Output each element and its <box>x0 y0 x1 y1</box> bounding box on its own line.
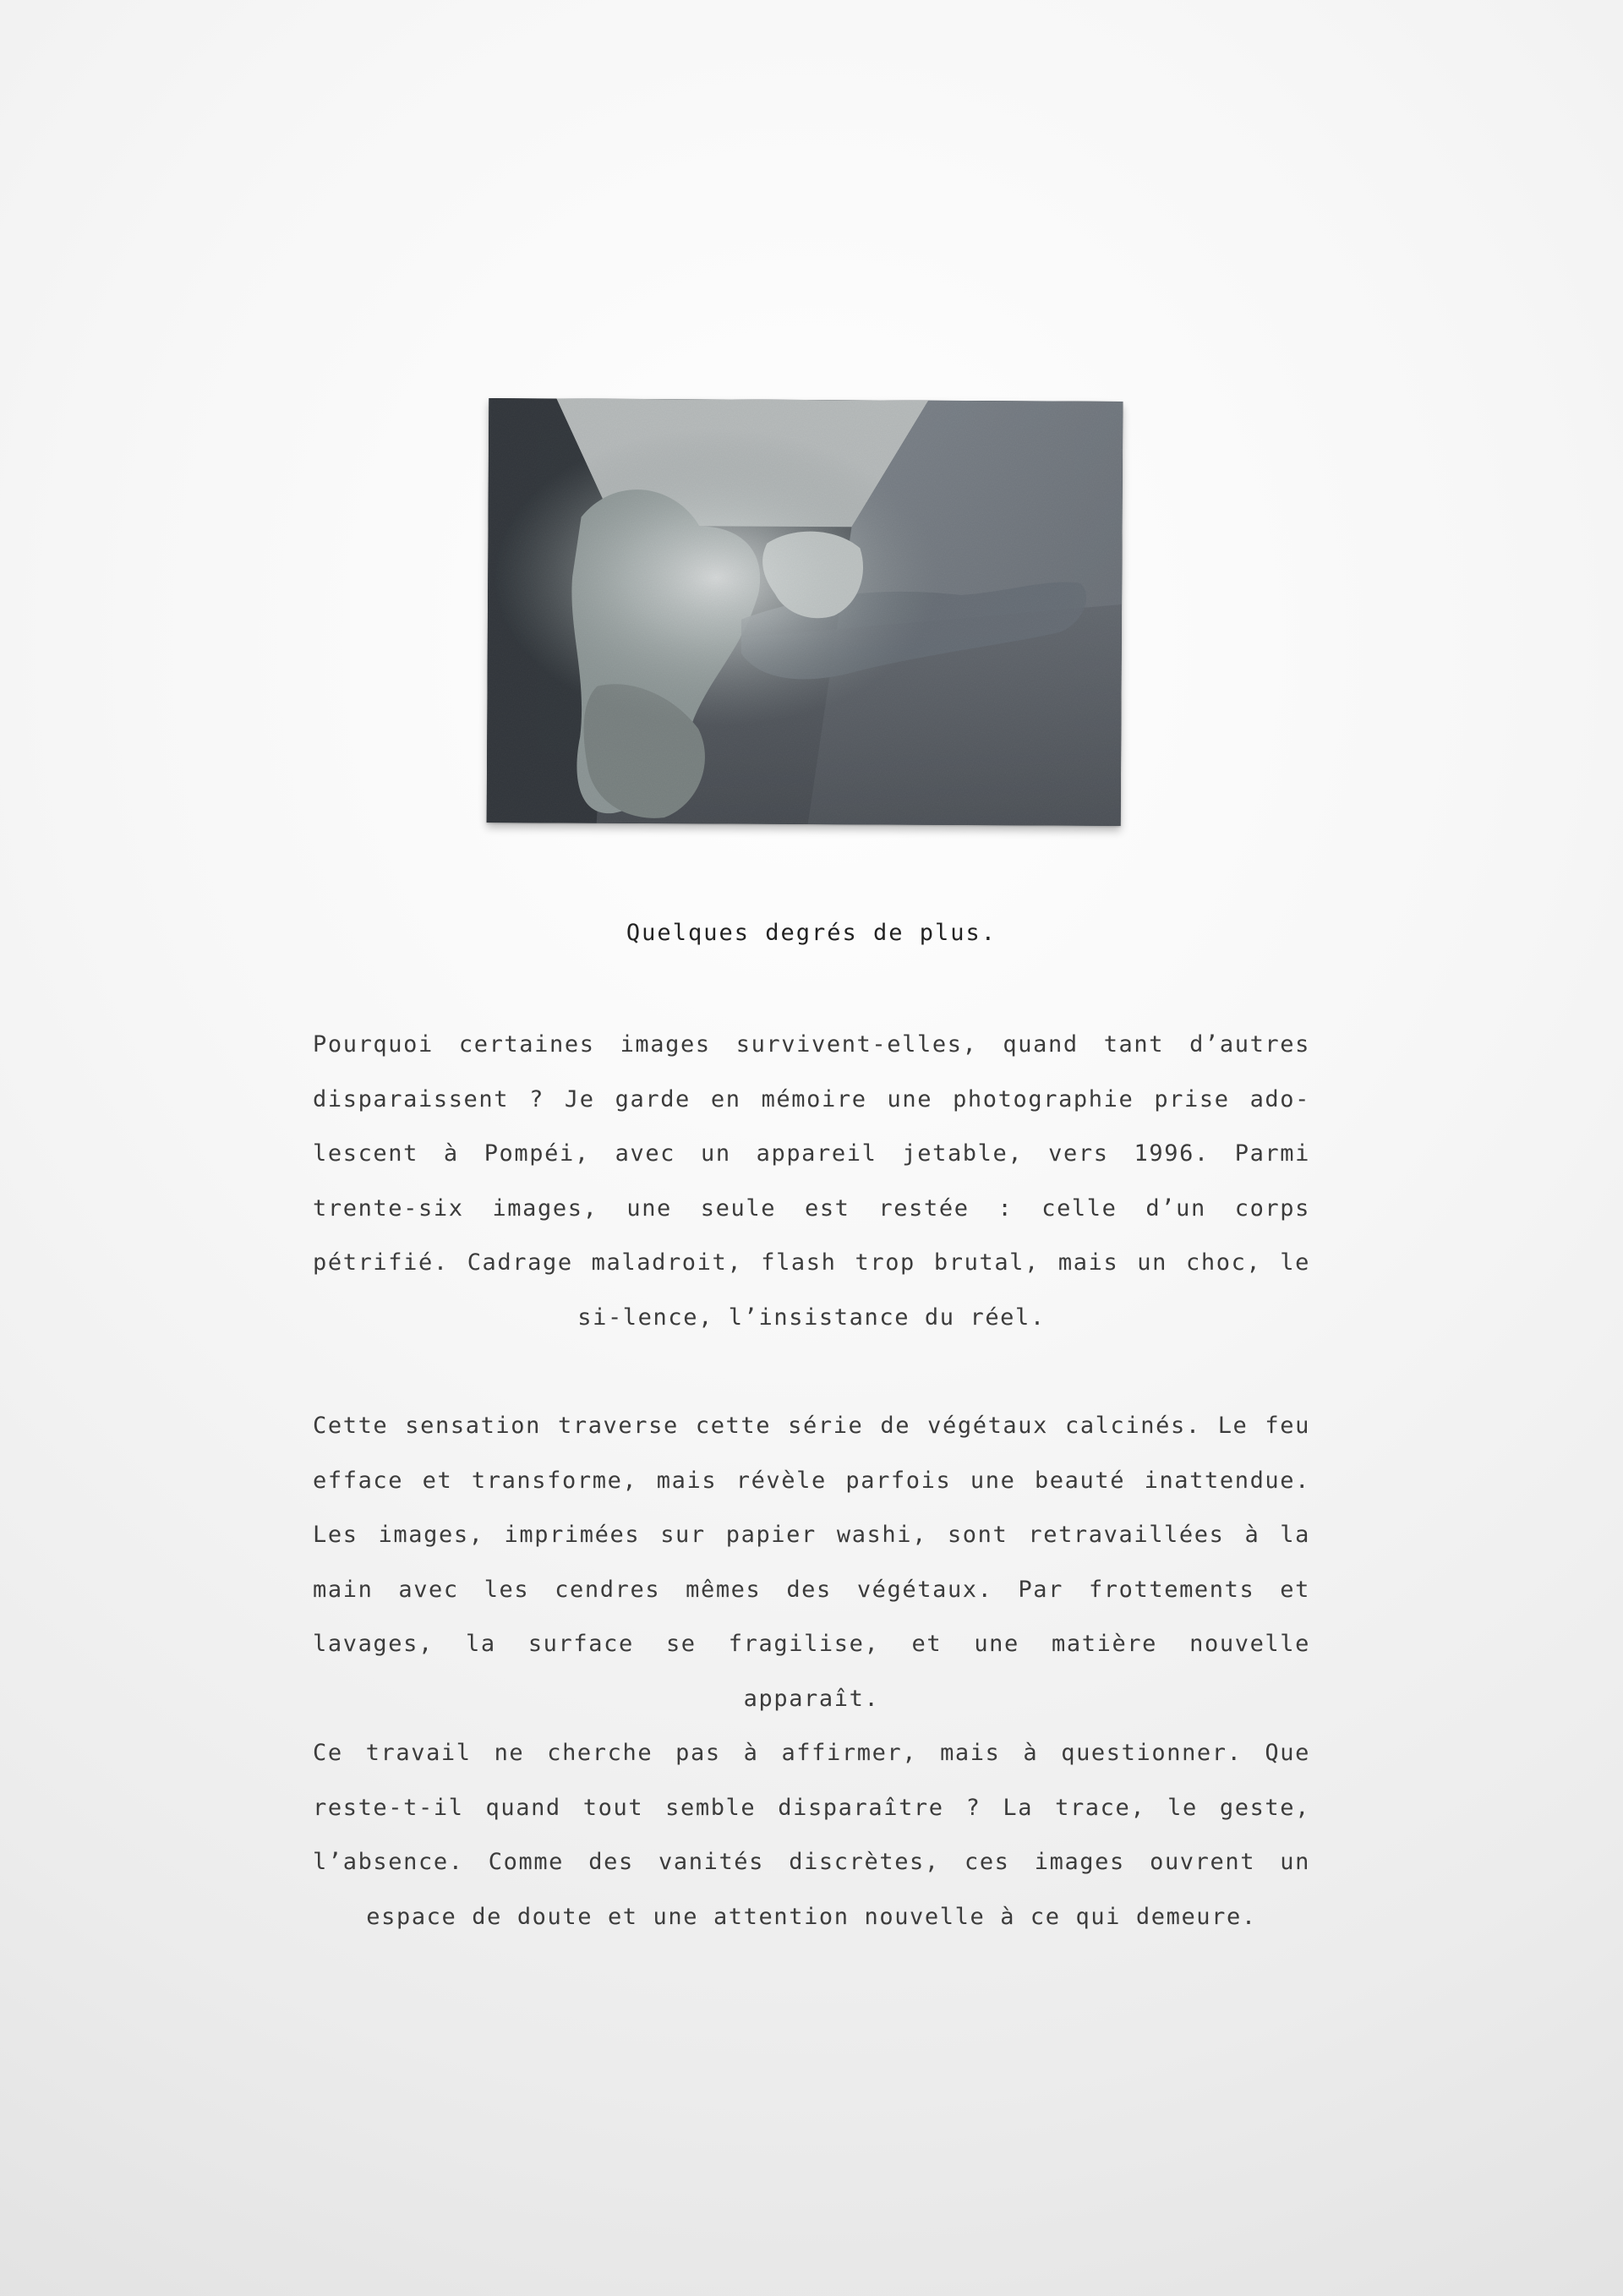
paragraph-2: Cette sensation traverse cette série de végétaux calcinés. Le feu efface et transforme, mais révèle parfois une beauté inattendue. Les images, imprimées sur papier washi, sont retravaillées à la main avec les cendres mêmes des végétaux. Par frottements et lavages, la surface se fragilise, et une matière nouvelle apparaît. <box>313 1413 1310 1712</box>
paragraph-1: Pourquoi certaines images survivent-elles, quand tant d’autres disparaissent ? Je garde en mémoire une photographie prise ado-lescent à Pompéi, avec un appareil jetable, vers 1996. Parmi trente-six images, une seule est restée : celle d’un corps pétrifié. Cadrage maladroit, flash trop brutal, mais un choc, le si-lence, l’insistance du réel. <box>313 1031 1310 1331</box>
photograph <box>487 398 1123 826</box>
page-title <box>0 920 1623 946</box>
paragraph-3: Ce travail ne cherche pas à affirmer, mais à questionner. Que reste-t-il quand tout semble disparaître ? La trace, le geste, l’absence. Comme des vanités discrètes, ces images ouvrent un espace de doute et une attention nouvelle à ce qui demeure. <box>313 1740 1310 1930</box>
page-title-text: Quelques degrés de plus. <box>626 920 997 946</box>
photograph-image <box>487 398 1123 826</box>
